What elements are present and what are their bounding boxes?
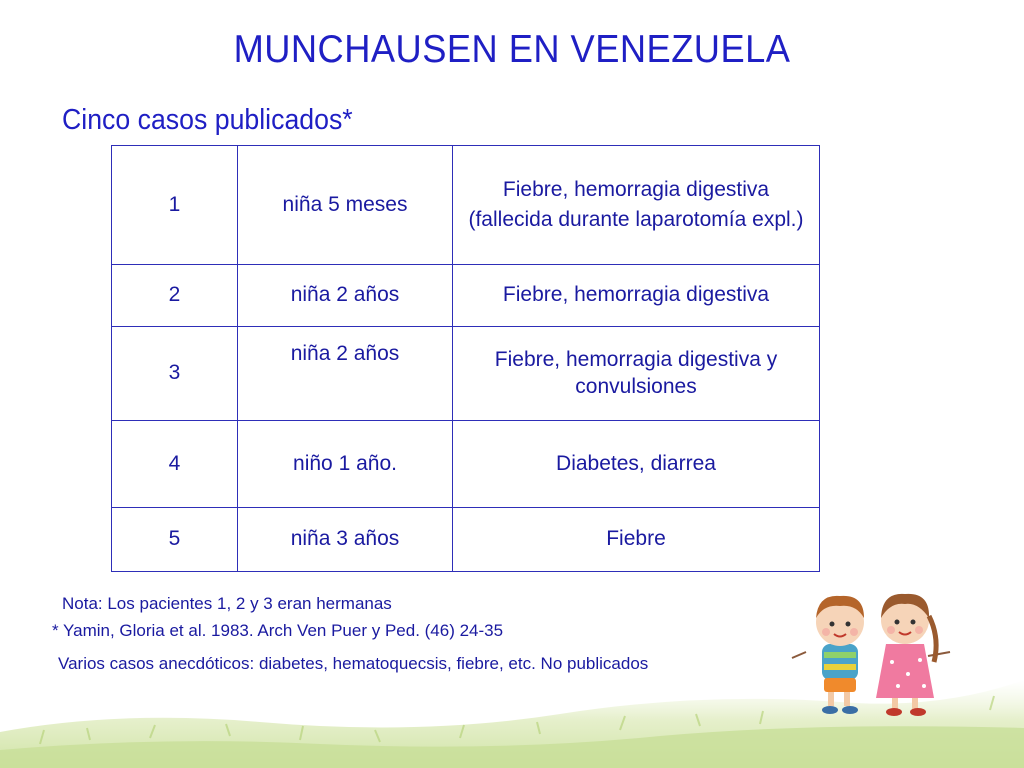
girl-figure — [876, 594, 950, 716]
case-patient: niña 5 meses — [238, 146, 453, 265]
cases-table — [111, 145, 820, 572]
case-number: 2 — [112, 265, 238, 327]
table-row — [112, 327, 820, 421]
children-illustration — [778, 582, 978, 722]
case-description: Fiebre, hemorragia digestiva — [453, 265, 820, 327]
case-patient: niña 2 años — [238, 265, 453, 327]
slide-subtitle: Cinco casos publicados* — [62, 104, 353, 136]
case-description-line: (fallecida durante laparotomía expl.) — [468, 208, 804, 231]
table-row — [112, 146, 820, 265]
boy-figure — [792, 596, 864, 714]
case-description: Diabetes, diarrea — [453, 421, 820, 508]
note-other-cases: Varios casos anecdóticos: diabetes, hematoquecsis, fiebre, etc. No publicados — [58, 654, 649, 673]
case-number: 1 — [112, 146, 238, 265]
case-number: 5 — [112, 508, 238, 572]
slide-title: MUNCHAUSEN EN VENEZUELA — [233, 28, 791, 71]
case-description: Fiebre, hemorragia digestiva y convulsiones — [453, 327, 820, 421]
case-description-line: Fiebre, hemorragia digestiva — [502, 177, 770, 201]
case-description: Fiebre — [453, 508, 820, 572]
table-row — [112, 265, 820, 327]
case-number: 3 — [112, 327, 238, 421]
note-reference: * Yamin, Gloria et al. 1983. Arch Ven Puer y Ped. (46) 24-35 — [52, 621, 504, 640]
case-patient: niño 1 año. — [238, 421, 453, 508]
table-row — [112, 421, 820, 508]
table-row — [112, 508, 820, 572]
case-number: 4 — [112, 421, 238, 508]
case-description — [453, 146, 820, 265]
note-siblings: Nota: Los pacientes 1, 2 y 3 eran hermanas — [62, 594, 392, 613]
case-patient: niña 2 años — [238, 327, 453, 421]
case-patient: niña 3 años — [238, 508, 453, 572]
